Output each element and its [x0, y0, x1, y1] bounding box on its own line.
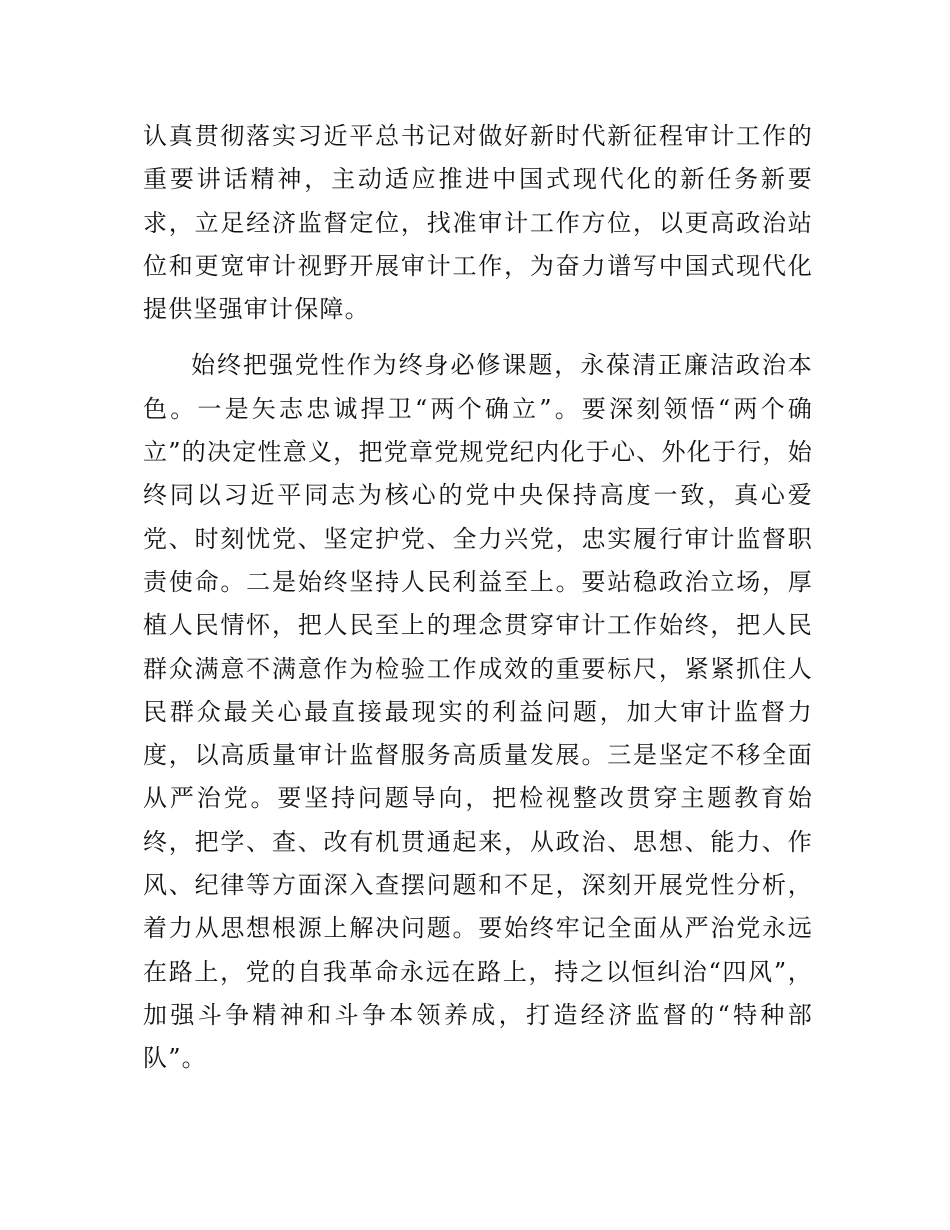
paragraph-continuation: 认真贯彻落实习近平总书记对做好新时代新征程审计工作的重要讲话精神，主动适应推进中国式现代化的新任务新要求，立足经济监督定位，找准审计工作方位，以更高政治站位和更宽审计视野开展审计工作，为奋力谱写中国式现代化提供坚强审计保障。	[143, 122, 813, 324]
paragraph-party-spirit: 始终把强党性作为终身必修课题，永葆清正廉洁政治本色。一是矢志忠诚捍卫“两个确立”。要深刻领悟“两个确立”的决定性意义，把党章党规党纪内化于心、外化于行，始终同以习近平同志为核心的党中央保持高度一致，真心爱党、时刻忧党、坚定护党、全力兴党，忠实履行审计监督职责使命。二是始终坚持人民利益至上。要站稳政治立场，厚植人民情怀，把人民至上的理念贯穿审计工作始终，把人民群众满意不满意作为检验工作成效的重要标尺，紧紧抓住人民群众最关心最直接最现实的利益问题，加大审计监督力度，以高质量审计监督服务高质量发展。三是坚定不移全面从严治党。要坚持问题导向，把检视整改贯穿主题教育始终，把学、查、改有机贯通起来，从政治、思想、能力、作风、纪律等方面深入查摆问题和不足，深刻开展党性分析，着力从思想根源上解决问题。要始终牢记全面从严治党永远在路上，党的自我革命永远在路上，持之以恒纠治“四风”，加强斗争精神和斗争本领养成，打造经济监督的“特种部队”。	[143, 351, 813, 1073]
document-body	[143, 115, 813, 1081]
